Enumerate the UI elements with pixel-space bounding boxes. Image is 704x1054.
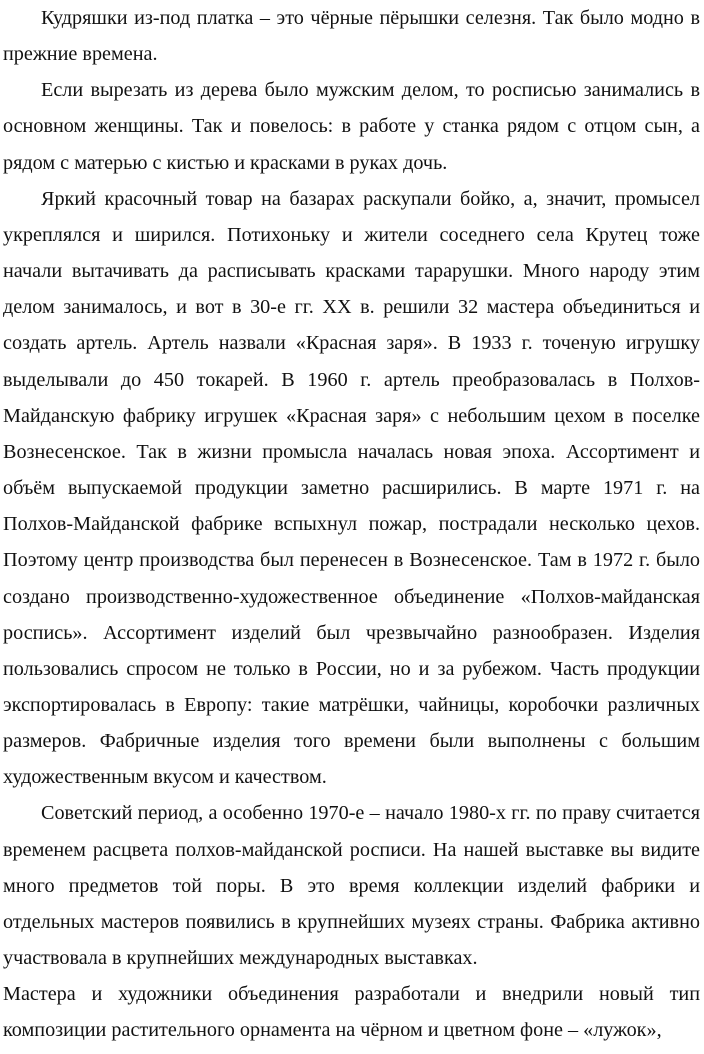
document-page	[3, 0, 700, 1049]
paragraph-4: Советский период, а особенно 1970-е – начало 1980-х гг. по праву считается временем расцвета полхов-майданской росписи. На нашей выставке вы видите много предметов той поры. В это время коллекции изделий фабрики и отдельных мастеров появились в крупнейших музеях страны. Фабрика активно участвовала в крупнейших международных выставках.	[3, 802, 700, 970]
paragraph-2: Если вырезать из дерева было мужским делом, то росписью занимались в основном женщины. Так и повелось: в работе у станка рядом с отцом сын, а рядом с матерью с кистью и красками в руках дочь.	[3, 79, 700, 174]
paragraph-1: Кудряшки из-под платка – это чёрные пёрышки селезня. Так было модно в прежние времена.	[3, 7, 700, 66]
paragraph-3: Яркий красочный товар на базарах раскупали бойко, а, значит, промысел укреплялся и ширился. Потихоньку и жители соседнего села Крутец тоже начали вытачивать да расписывать красками тарарушки. Много народу этим делом занималось, и вот в 30-е гг. XX в. решили 32 мастера объединиться и создать артель. Артель назвали «Красная заря». В 1933 г. точеную игрушку выделывали до 450 токарей. В 1960 г. артель преобразовалась в Полхов-Майданскую фабрику игрушек «Красная заря» с небольшим цехом в поселке Вознесенское. Так в жизни промысла началась новая эпоха. Ассортимент и объём выпускаемой продукции заметно расширились. В марте 1971 г. на Полхов-Майданской фабрике вспыхнул пожар, пострадали несколько цехов. Поэтому центр производства был перенесен в Вознесенское. Там в 1972 г. было создано производственно-художественное объединение «Полхов-майданская роспись». Ассортимент изделий был чрезвычайно разнообразен. Изделия пользовались спросом не только в России, но и за рубежом. Часть продукции экспортировалась в Европу: такие матрёшки, чайницы, коробочки различных размеров. Фабричные изделия того времени были выполнены с большим художественным вкусом и качеством.	[3, 187, 700, 789]
paragraph-5: Мастера и художники объединения разработали и внедрили новый тип композиции растительного орнамента на чёрном и цветном фоне – «лужок»,	[3, 983, 700, 1042]
